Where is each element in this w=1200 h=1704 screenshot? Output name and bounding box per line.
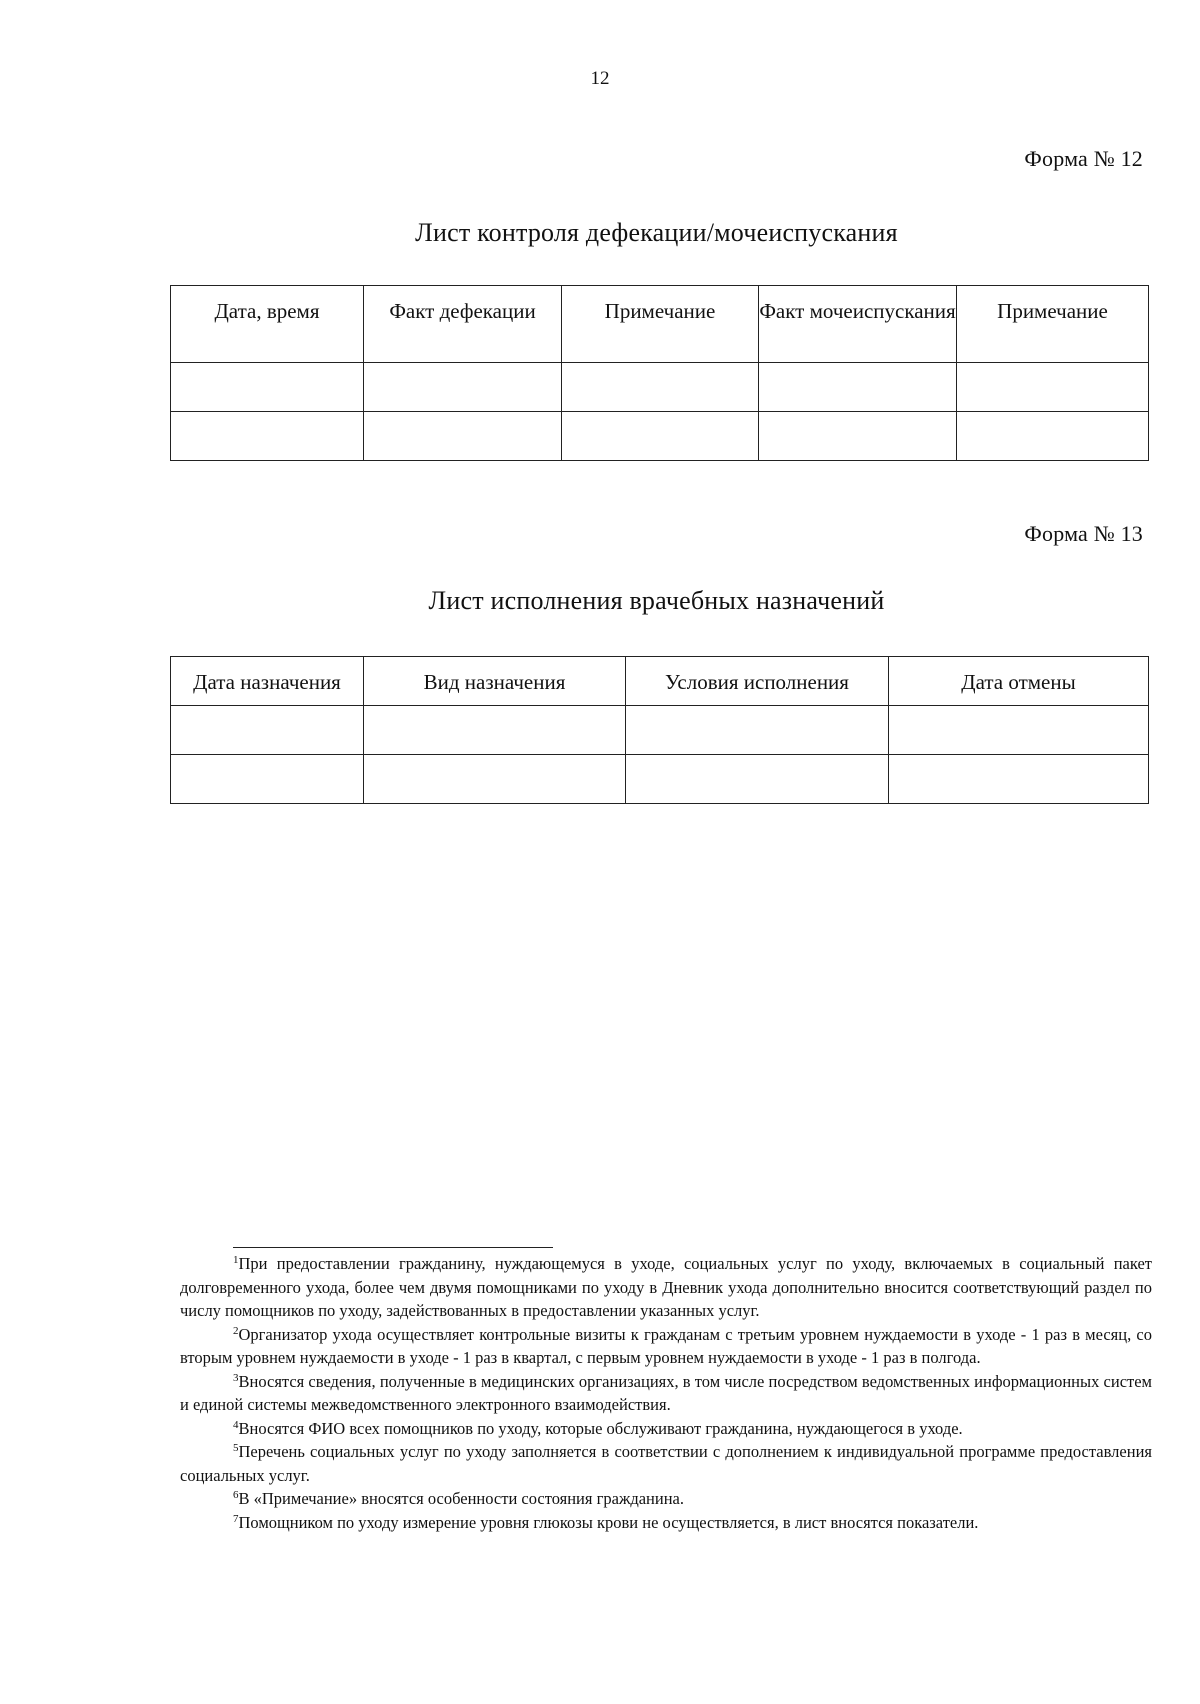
footnote-text: Вносятся сведения, полученные в медицинских организациях, в том числе посредством ведомственных информационных систем и единой системы межведомственного электронного взаимодействия. bbox=[180, 1371, 1152, 1414]
footnote-text: При предоставлении гражданину, нуждающемуся в уходе, социальных услуг по уходу, включаемых в социальный пакет долговременного ухода, более чем двумя помощниками по уходу в Дневник ухода дополнительно вносится соответствующий раздел по числу помощников по уходу, задействованных в предоставлении указанных услуг. bbox=[180, 1254, 1152, 1320]
footnote-mark: 1 bbox=[233, 1254, 239, 1266]
footnote-2 bbox=[180, 1323, 1152, 1370]
footnote-3 bbox=[180, 1370, 1152, 1417]
footnote-7 bbox=[180, 1511, 1152, 1535]
footnote-mark: 3 bbox=[233, 1371, 239, 1384]
table-row bbox=[171, 706, 1149, 755]
column-header-urination-fact: Факт мочеиспускания bbox=[759, 286, 957, 363]
table-cell bbox=[889, 755, 1149, 804]
defecation-urination-table bbox=[170, 285, 1149, 461]
column-header-cancellation-date: Дата отмены bbox=[889, 657, 1149, 706]
table-header-row bbox=[171, 657, 1149, 706]
table-cell bbox=[364, 706, 626, 755]
footnote-text: В «Примечание» вносятся особенности состояния гражданина. bbox=[238, 1489, 684, 1508]
footnote-text: Организатор ухода осуществляет контрольные визиты к гражданам с третьим уровнем нуждаемости в уходе - 1 раз в месяц, со вторым уровнем нуждаемости в уходе - 1 раз в квартал, с первым уровнем нуждаемости в уходе - 1 раз в полгода. bbox=[180, 1324, 1152, 1367]
form-13-title: Лист исполнения врачебных назначений bbox=[428, 586, 885, 615]
table-cell bbox=[364, 755, 626, 804]
column-header-execution-conditions: Условия исполнения bbox=[626, 657, 889, 706]
table-row bbox=[171, 755, 1149, 804]
table-cell bbox=[171, 755, 364, 804]
footnote-separator bbox=[233, 1247, 553, 1248]
table-cell bbox=[171, 363, 364, 412]
footnote-4 bbox=[180, 1417, 1152, 1441]
column-header-prescription-type: Вид назначения bbox=[364, 657, 626, 706]
table-cell bbox=[364, 363, 562, 412]
footnote-5 bbox=[180, 1440, 1152, 1487]
footnote-mark: 5 bbox=[233, 1442, 239, 1454]
column-header-prescription-date: Дата назначения bbox=[171, 657, 364, 706]
footnote-mark: 4 bbox=[233, 1418, 239, 1431]
footnote-text: Перечень социальных услуг по уходу заполняется в соответствии с дополнением к индивидуальной программе предоставления социальных услуг. bbox=[180, 1442, 1152, 1485]
table-cell bbox=[626, 755, 889, 804]
table-header-row bbox=[171, 286, 1149, 363]
column-header-note: Примечание bbox=[957, 286, 1149, 363]
table-cell bbox=[759, 363, 957, 412]
table-row bbox=[171, 363, 1149, 412]
table-cell bbox=[957, 412, 1149, 461]
footnote-text: Вносятся ФИО всех помощников по уходу, которые обслуживают гражданина, нуждающегося в уходе. bbox=[238, 1418, 963, 1438]
footnote-text: Помощником по уходу измерение уровня глюкозы крови не осуществляется, в лист вносятся показатели. bbox=[238, 1512, 979, 1532]
table-cell bbox=[626, 706, 889, 755]
column-header-defecation-fact: Факт дефекации bbox=[364, 286, 562, 363]
column-header-note: Примечание bbox=[562, 286, 759, 363]
medical-prescriptions-table bbox=[170, 656, 1149, 804]
table-cell bbox=[562, 363, 759, 412]
table-cell bbox=[562, 412, 759, 461]
form-13-label: Форма № 13 bbox=[1024, 521, 1143, 546]
footnotes bbox=[180, 1252, 1152, 1534]
page-number: 12 bbox=[590, 68, 610, 89]
table-cell bbox=[171, 412, 364, 461]
table-cell bbox=[364, 412, 562, 461]
footnote-1 bbox=[180, 1252, 1152, 1323]
column-header-date-time: Дата, время bbox=[171, 286, 364, 363]
footnote-mark: 2 bbox=[233, 1324, 239, 1337]
table-cell bbox=[957, 363, 1149, 412]
footnote-6 bbox=[180, 1487, 1152, 1511]
table-cell bbox=[759, 412, 957, 461]
table-cell bbox=[889, 706, 1149, 755]
footnote-mark: 6 bbox=[233, 1489, 239, 1501]
form-12-label: Форма № 12 bbox=[1024, 146, 1143, 171]
form-12-title: Лист контроля дефекации/мочеиспускания bbox=[415, 218, 898, 247]
table-row bbox=[171, 412, 1149, 461]
table-cell bbox=[171, 706, 364, 755]
footnote-mark: 7 bbox=[233, 1512, 239, 1525]
